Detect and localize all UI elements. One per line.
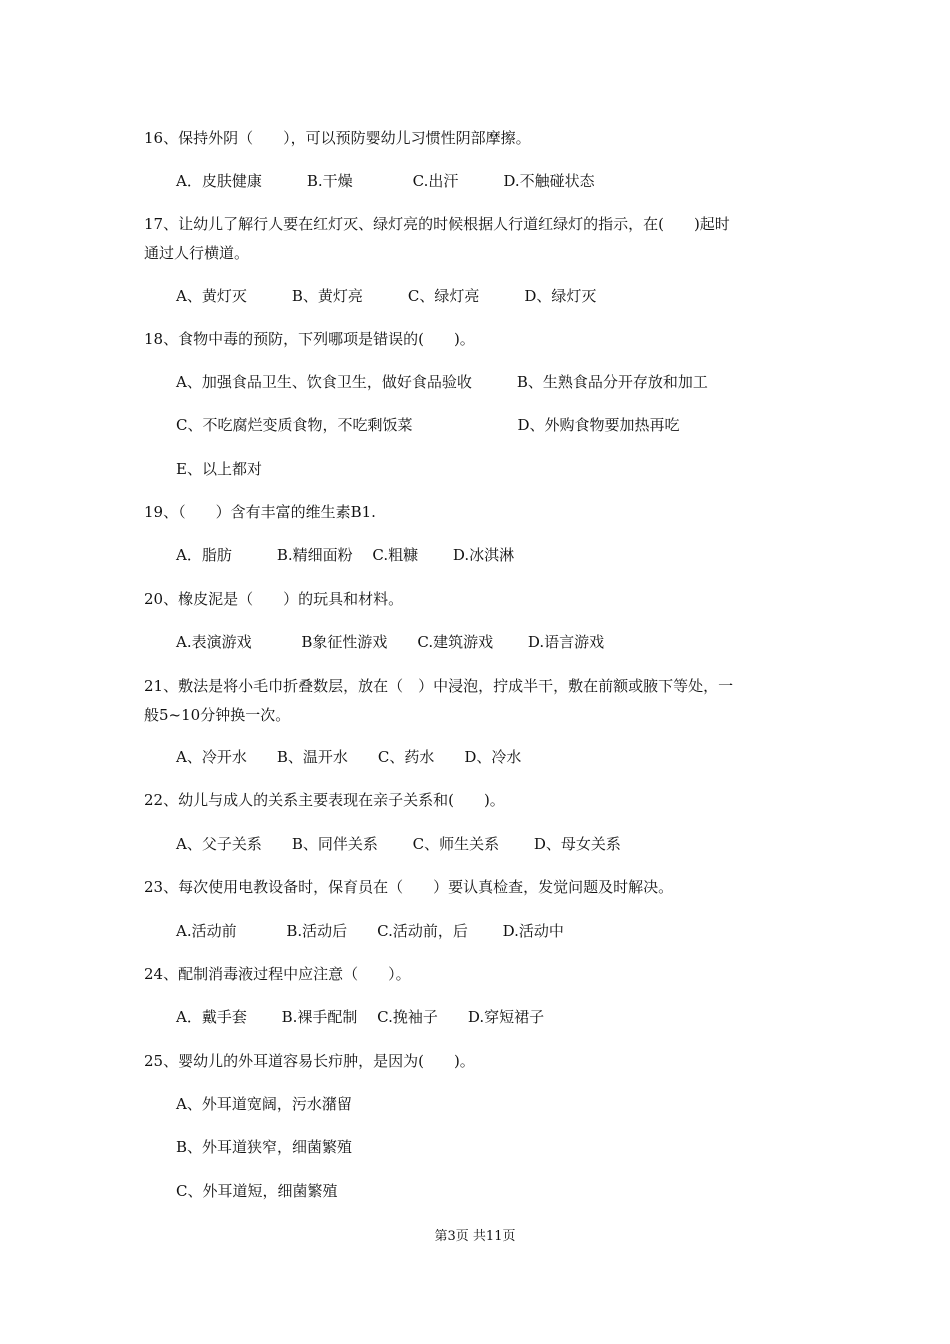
q20-options: A.表演游戏 B象征性游戏 C.建筑游戏 D.语言游戏 [176, 633, 605, 651]
q25-option-c: C、外耳道短，细菌繁殖 [176, 1182, 338, 1200]
q19-options: A．脂肪 B.精细面粉 C.粗糠 D.冰淇淋 [176, 546, 515, 564]
q18-option-row1: A、加强食品卫生、饮食卫生，做好食品验收 B、生熟食品分开存放和加工 [176, 373, 708, 391]
q25-stem: 25、婴幼儿的外耳道容易长疖肿，是因为( )。 [144, 1052, 475, 1070]
q19-stem: 19、（ ）含有丰富的维生素B1. [144, 503, 376, 521]
q18-option-row3: E、以上都对 [176, 460, 262, 478]
q21-stem-line1: 21、敷法是将小毛巾折叠数层，放在（ ）中浸泡，拧成半干，敷在前额或腋下等处，一 [144, 677, 734, 695]
q18-option-row2: C、不吃腐烂变质食物，不吃剩饭菜 D、外购食物要加热再吃 [176, 416, 680, 434]
q17-options: A、黄灯灭 B、黄灯亮 C、绿灯亮 D、绿灯灭 [176, 287, 597, 305]
q21-options: A、冷开水 B、温开水 C、药水 D、冷水 [176, 748, 522, 766]
q22-stem: 22、幼儿与成人的关系主要表现在亲子关系和( )。 [144, 791, 505, 809]
q18-stem: 18、食物中毒的预防，下列哪项是错误的( )。 [144, 330, 475, 348]
q24-stem: 24、配制消毒液过程中应注意（ ）。 [144, 965, 411, 983]
q22-options: A、父子关系 B、同伴关系 C、师生关系 D、母女关系 [176, 835, 621, 853]
q23-options: A.活动前 B.活动后 C.活动前，后 D.活动中 [176, 922, 564, 940]
q25-option-a: A、外耳道宽阔，污水潴留 [176, 1095, 352, 1113]
q25-option-b: B、外耳道狭窄，细菌繁殖 [176, 1138, 353, 1156]
q24-options: A．戴手套 B.裸手配制 C.挽袖子 D.穿短裙子 [176, 1008, 545, 1026]
q17-stem-line2: 通过人行横道。 [144, 244, 250, 262]
q20-stem: 20、橡皮泥是（ ）的玩具和材料。 [144, 590, 404, 608]
q16-stem: 16、保持外阴（ ），可以预防婴幼儿习惯性阴部摩擦。 [144, 129, 531, 147]
q17-stem-line1: 17、让幼儿了解行人要在红灯灭、绿灯亮的时候根据人行道红绿灯的指示，在( )起时 [144, 215, 730, 233]
q21-stem-line2: 般5~10分钟换一次。 [144, 706, 291, 724]
q23-stem: 23、每次使用电教设备时，保育员在（ ）要认真检查，发觉问题及时解决。 [144, 878, 674, 896]
q16-options: A．皮肤健康 B.干燥 C.出汗 D.不触碰状态 [176, 172, 595, 190]
page-number-footer: 第3页 共11页 [434, 1229, 516, 1244]
